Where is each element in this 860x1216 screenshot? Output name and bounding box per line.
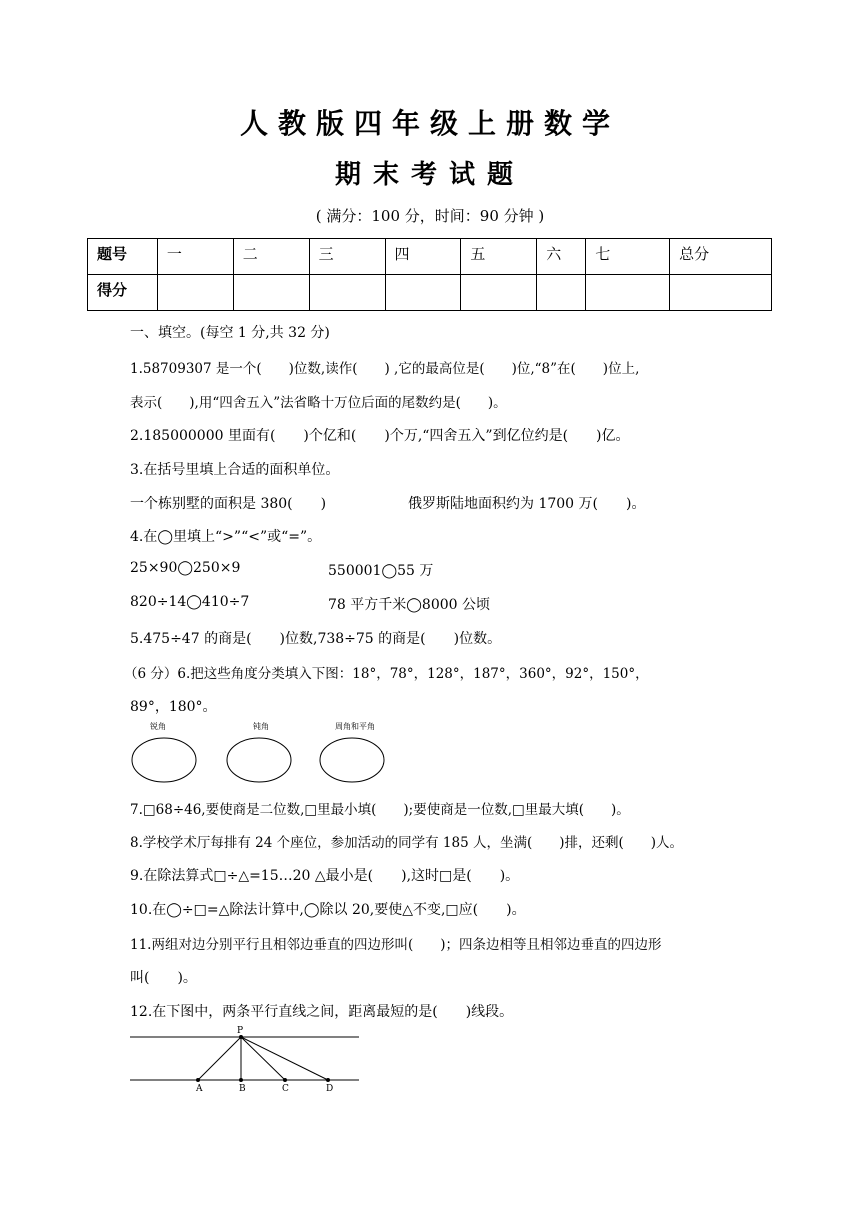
score-header-cell: 二 xyxy=(233,239,309,275)
score-table-score-row xyxy=(88,275,772,311)
score-header-cell: 七 xyxy=(586,239,670,275)
point-B xyxy=(239,1078,243,1082)
question-4-item-b: 550001◯55 万 xyxy=(328,563,434,579)
score-cell[interactable] xyxy=(670,275,772,311)
oval-acute[interactable] xyxy=(132,738,196,782)
question-1-line-2: 表示( ),用“四舍五入”法省略十万位后面的尾数约是( )。 xyxy=(130,395,507,411)
score-cell[interactable] xyxy=(586,275,670,311)
parallel-lines-figure xyxy=(130,1024,362,1094)
score-cell[interactable] xyxy=(461,275,537,311)
label-C: C xyxy=(282,1084,289,1094)
question-11-line-1: 11.两组对边分别平行且相邻边垂直的四边形叫( )；四条边相等且相邻边垂直的四边形 xyxy=(130,937,662,953)
oval-obtuse[interactable] xyxy=(227,738,291,782)
point-D xyxy=(326,1078,330,1082)
score-header-cell: 总分 xyxy=(670,239,772,275)
question-12: 12.在下图中，两条平行直线之间，距离最短的是( )线段。 xyxy=(130,1004,514,1020)
score-header-cell: 题号 xyxy=(88,239,158,275)
section-heading: 一、填空。(每空 1 分,共 32 分) xyxy=(130,325,330,341)
segment-PD[interactable] xyxy=(241,1037,328,1080)
score-table xyxy=(87,238,772,311)
score-header-cell: 六 xyxy=(537,239,586,275)
score-table-header-row xyxy=(88,239,772,275)
score-header-cell: 一 xyxy=(157,239,233,275)
question-4-item-d: 78 平方千米◯8000 公顷 xyxy=(328,597,491,613)
segment-PA[interactable] xyxy=(198,1037,241,1080)
question-3-item-b: 俄罗斯陆地面积约为 1700 万( )。 xyxy=(408,496,646,512)
question-10: 10.在◯÷□=△除法计算中,◯除以 20,要使△不变,□应( )。 xyxy=(130,902,526,918)
question-6-line-1: （6 分）6.把这些角度分类填入下图：18°，78°，128°，187°，360°，92°，150°， xyxy=(124,666,649,682)
score-cell[interactable] xyxy=(233,275,309,311)
label-B: B xyxy=(239,1084,246,1094)
score-header-cell: 五 xyxy=(461,239,537,275)
point-C xyxy=(283,1078,287,1082)
question-9: 9.在除法算式□÷△=15…20 △最小是( ),这时□是( )。 xyxy=(130,868,520,884)
score-cell[interactable] xyxy=(157,275,233,311)
question-3: 3.在括号里填上合适的面积单位。 xyxy=(130,462,340,478)
score-row-label: 得分 xyxy=(88,275,158,311)
score-cell[interactable] xyxy=(537,275,586,311)
label-D: D xyxy=(326,1084,334,1094)
question-8: 8.学校学术厅每排有 24 个座位，参加活动的同学有 185 人，坐满( )排，还剩( )人。 xyxy=(130,835,684,851)
question-1-line-1: 1.58709307 是一个( )位数,读作( ) ,它的最高位是( )位,“8”在( )位上, xyxy=(130,361,640,377)
page-subtitle-title: 期末考试题 xyxy=(334,160,525,190)
label-P: P xyxy=(237,1026,244,1036)
question-4-item-c: 820÷14◯410÷7 xyxy=(130,594,250,610)
oval-label-obtuse: 钝角 xyxy=(253,722,269,731)
question-11-line-2: 叫( )。 xyxy=(130,970,197,986)
oval-full-straight[interactable] xyxy=(320,738,384,782)
question-6-line-2: 89°，180°。 xyxy=(130,699,217,715)
page-title: 人教版四年级上册数学 xyxy=(239,107,620,140)
question-4: 4.在◯里填上“>”“<”或“=”。 xyxy=(130,529,322,545)
score-header-cell: 三 xyxy=(309,239,385,275)
oval-label-full-straight: 周角和平角 xyxy=(335,722,375,731)
label-A: A xyxy=(196,1084,203,1094)
oval-label-acute: 锐角 xyxy=(150,722,166,731)
exam-info: ( 满分：100 分，时间：90 分钟 ) xyxy=(315,207,545,225)
segment-PC[interactable] xyxy=(241,1037,285,1080)
score-cell[interactable] xyxy=(309,275,385,311)
angle-ovals-figure xyxy=(125,735,395,787)
score-header-cell: 四 xyxy=(385,239,461,275)
score-cell[interactable] xyxy=(385,275,461,311)
point-A xyxy=(196,1078,200,1082)
question-3-item-a: 一个栋别墅的面积是 380( ) xyxy=(130,496,327,512)
question-4-item-a: 25×90◯250×9 xyxy=(130,560,241,576)
question-5: 5.475÷47 的商是( )位数,738÷75 的商是( )位数。 xyxy=(130,631,502,647)
question-7: 7.□68÷46,要使商是二位数,□里最小填( );要使商是一位数,□里最大填( )。 xyxy=(130,802,630,818)
question-2: 2.185000000 里面有( )个亿和( )个万,“四舍五入”到亿位约是( )亿。 xyxy=(130,428,630,444)
